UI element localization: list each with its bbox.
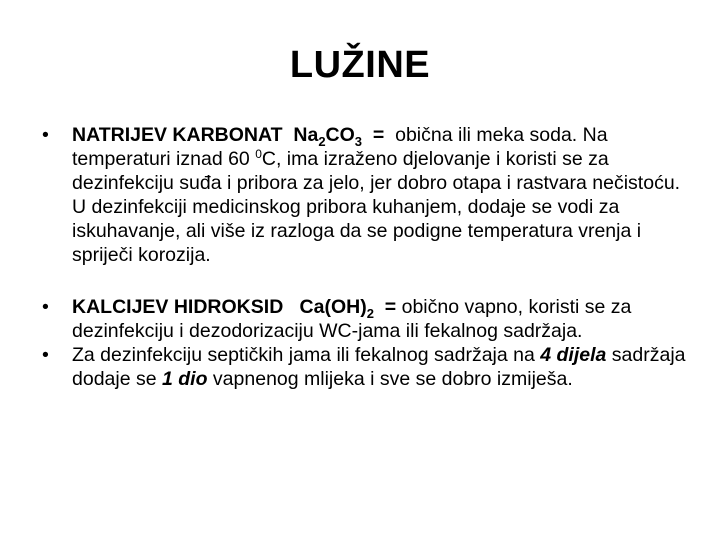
- slide-title: LUŽINE: [289, 44, 431, 86]
- description-text: obična ili meka soda. Na temperaturi iznad 60 $^0$C, ima izraženo djelovanje i koristi se za dezinfekciju suđa i pribora za jelo, jer dobro otapa i rastvara nečistoću. U dezinfekciji medicinskog pribora kuhanjem, dodaje se vodi za iskuhavanje, ali više iz razloga da se podigne temperatura vrenja i spriječi korozija.: [72, 124, 681, 266]
- bullet-kalcijev-hidroksid: [30, 295, 690, 343]
- chemical-formula: $Ca(OH)_2$ =: [299, 296, 397, 321]
- bullet-natrijev-karbonat: [30, 123, 690, 267]
- bullet-septic-dosing: [30, 343, 690, 391]
- term-name: KALCIJEV HIDROKSID: [72, 296, 284, 318]
- degree-superscript: 0: [255, 147, 262, 161]
- description-text: obično vapno, koristi se za dezinfekciju i dezodorizaciju WC-jama ili fekalnog sadržaja.: [72, 296, 632, 342]
- description-text: Za dezinfekciju septičkih jama ili fekalnog sadržaja na 4 dijela sadržaja dodaje se 1 dio vapnenog mlijeka i sve se dobro izmiješa.: [72, 344, 686, 390]
- bullet-list: [30, 123, 690, 391]
- term-name: NATRIJEV KARBONAT: [72, 124, 283, 146]
- bullet-dot: •: [42, 296, 49, 318]
- bullet-dot: •: [42, 344, 49, 366]
- quantity-4-dijela: 4 dijela: [540, 344, 607, 366]
- bullet-dot: •: [42, 124, 49, 146]
- chemical-formula: $Na_2CO_3$ =: [293, 124, 385, 149]
- spacer: [30, 267, 690, 295]
- quantity-1-dio: 1 dio: [162, 368, 208, 390]
